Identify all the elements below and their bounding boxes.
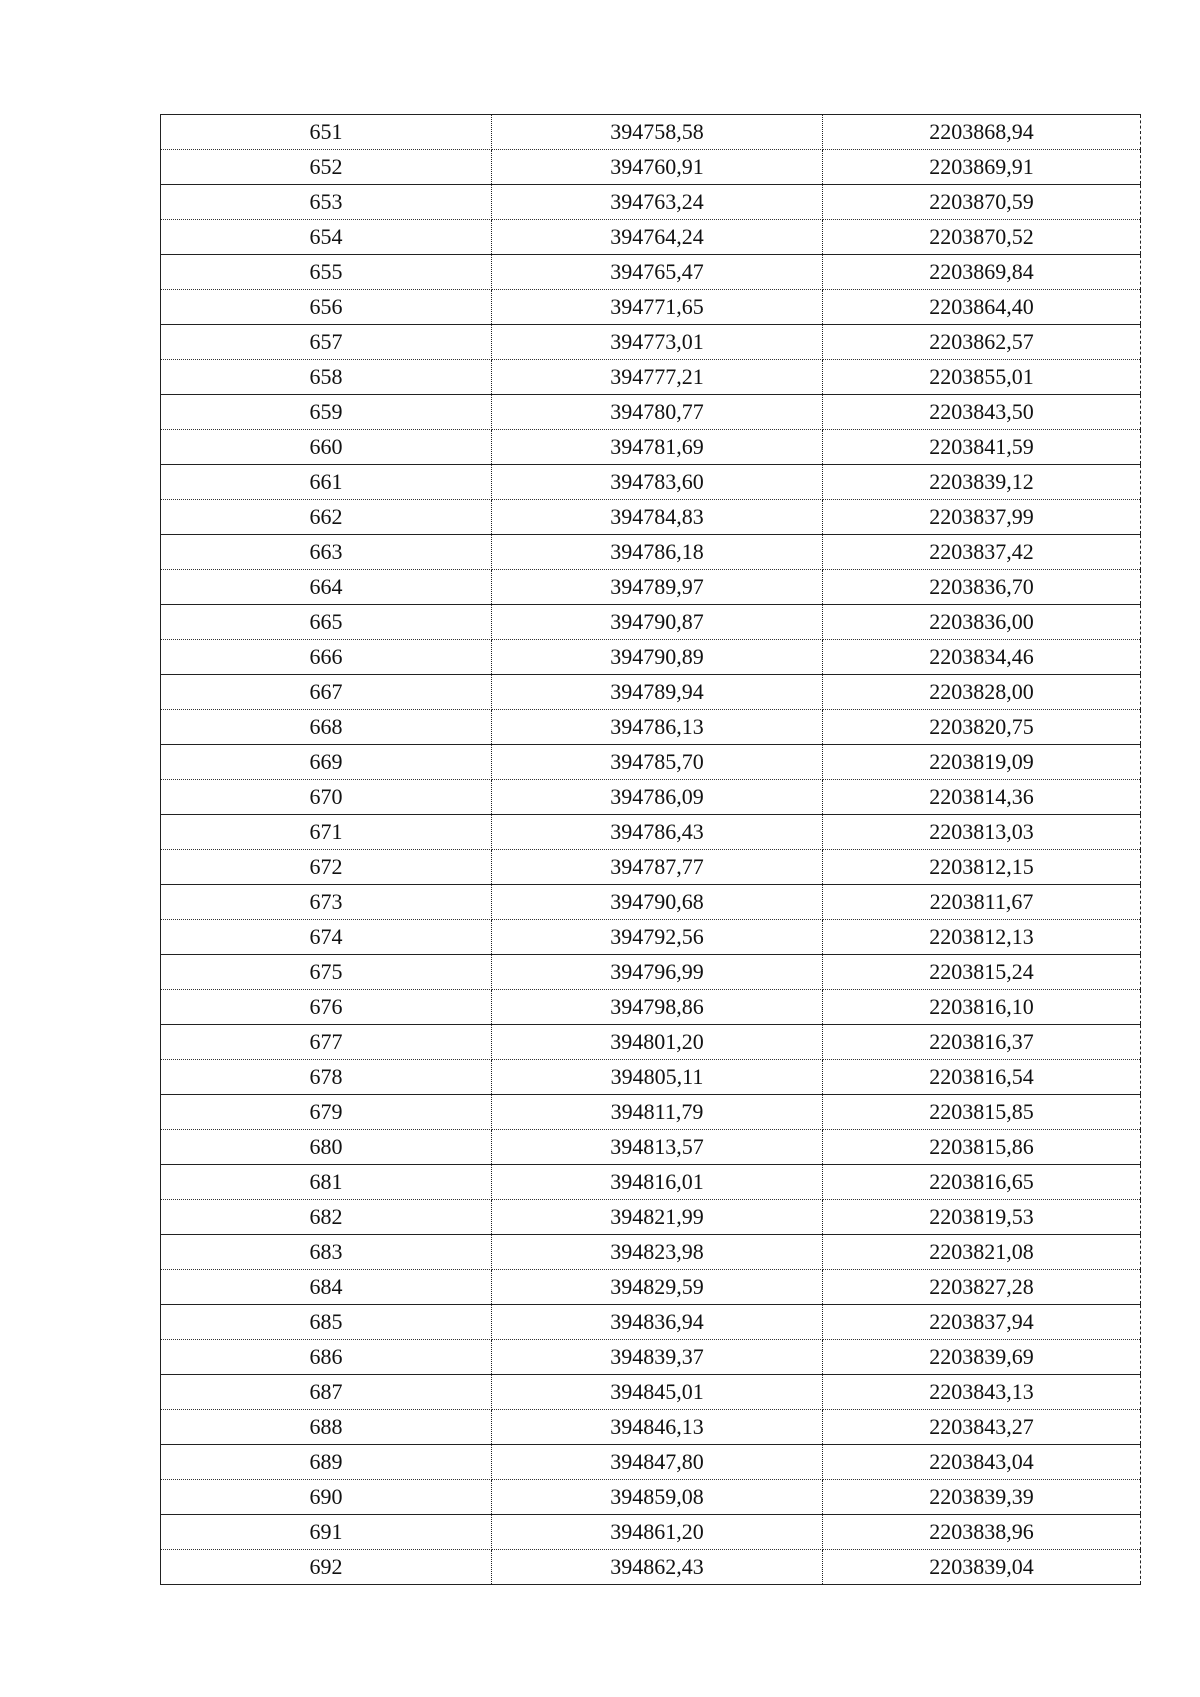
table-row [161, 745, 1141, 780]
point-number-cell: 681 [161, 1165, 492, 1200]
y-coordinate-cell: 2203837,42 [823, 535, 1141, 570]
table-row [161, 360, 1141, 395]
table-row [161, 1340, 1141, 1375]
table-row [161, 1060, 1141, 1095]
table-row [161, 815, 1141, 850]
y-coordinate-cell: 2203816,37 [823, 1025, 1141, 1060]
y-coordinate-cell: 2203815,85 [823, 1095, 1141, 1130]
x-coordinate-cell: 394764,24 [492, 220, 823, 255]
point-number-cell: 685 [161, 1305, 492, 1340]
coordinates-table [160, 114, 1141, 1585]
x-coordinate-cell: 394777,21 [492, 360, 823, 395]
y-coordinate-cell: 2203843,04 [823, 1445, 1141, 1480]
x-coordinate-cell: 394813,57 [492, 1130, 823, 1165]
point-number-cell: 660 [161, 430, 492, 465]
x-coordinate-cell: 394798,86 [492, 990, 823, 1025]
y-coordinate-cell: 2203869,91 [823, 150, 1141, 185]
x-coordinate-cell: 394780,77 [492, 395, 823, 430]
x-coordinate-cell: 394786,43 [492, 815, 823, 850]
y-coordinate-cell: 2203864,40 [823, 290, 1141, 325]
table-row [161, 1130, 1141, 1165]
point-number-cell: 687 [161, 1375, 492, 1410]
x-coordinate-cell: 394765,47 [492, 255, 823, 290]
y-coordinate-cell: 2203812,15 [823, 850, 1141, 885]
point-number-cell: 690 [161, 1480, 492, 1515]
table-row [161, 1515, 1141, 1550]
point-number-cell: 655 [161, 255, 492, 290]
x-coordinate-cell: 394836,94 [492, 1305, 823, 1340]
table-row [161, 535, 1141, 570]
y-coordinate-cell: 2203820,75 [823, 710, 1141, 745]
point-number-cell: 675 [161, 955, 492, 990]
table-row [161, 255, 1141, 290]
x-coordinate-cell: 394845,01 [492, 1375, 823, 1410]
point-number-cell: 669 [161, 745, 492, 780]
y-coordinate-cell: 2203819,09 [823, 745, 1141, 780]
y-coordinate-cell: 2203843,13 [823, 1375, 1141, 1410]
x-coordinate-cell: 394758,58 [492, 115, 823, 150]
point-number-cell: 679 [161, 1095, 492, 1130]
table-row [161, 640, 1141, 675]
table-row [161, 1270, 1141, 1305]
y-coordinate-cell: 2203839,04 [823, 1550, 1141, 1585]
x-coordinate-cell: 394760,91 [492, 150, 823, 185]
x-coordinate-cell: 394796,99 [492, 955, 823, 990]
table-row [161, 1235, 1141, 1270]
table-row [161, 605, 1141, 640]
point-number-cell: 667 [161, 675, 492, 710]
x-coordinate-cell: 394789,94 [492, 675, 823, 710]
y-coordinate-cell: 2203839,69 [823, 1340, 1141, 1375]
y-coordinate-cell: 2203815,24 [823, 955, 1141, 990]
table-row [161, 290, 1141, 325]
y-coordinate-cell: 2203816,10 [823, 990, 1141, 1025]
x-coordinate-cell: 394823,98 [492, 1235, 823, 1270]
y-coordinate-cell: 2203827,28 [823, 1270, 1141, 1305]
point-number-cell: 656 [161, 290, 492, 325]
y-coordinate-cell: 2203811,67 [823, 885, 1141, 920]
point-number-cell: 680 [161, 1130, 492, 1165]
y-coordinate-cell: 2203841,59 [823, 430, 1141, 465]
x-coordinate-cell: 394790,89 [492, 640, 823, 675]
table-row [161, 850, 1141, 885]
y-coordinate-cell: 2203870,59 [823, 185, 1141, 220]
point-number-cell: 688 [161, 1410, 492, 1445]
y-coordinate-cell: 2203837,94 [823, 1305, 1141, 1340]
point-number-cell: 673 [161, 885, 492, 920]
table-row [161, 1200, 1141, 1235]
y-coordinate-cell: 2203870,52 [823, 220, 1141, 255]
point-number-cell: 676 [161, 990, 492, 1025]
point-number-cell: 654 [161, 220, 492, 255]
x-coordinate-cell: 394784,83 [492, 500, 823, 535]
table-row [161, 1095, 1141, 1130]
point-number-cell: 691 [161, 1515, 492, 1550]
table-row [161, 710, 1141, 745]
point-number-cell: 651 [161, 115, 492, 150]
point-number-cell: 666 [161, 640, 492, 675]
y-coordinate-cell: 2203836,70 [823, 570, 1141, 605]
table-row [161, 115, 1141, 150]
table-row [161, 1550, 1141, 1585]
table-row [161, 955, 1141, 990]
x-coordinate-cell: 394786,09 [492, 780, 823, 815]
point-number-cell: 659 [161, 395, 492, 430]
table-row [161, 780, 1141, 815]
y-coordinate-cell: 2203814,36 [823, 780, 1141, 815]
point-number-cell: 658 [161, 360, 492, 395]
x-coordinate-cell: 394783,60 [492, 465, 823, 500]
x-coordinate-cell: 394821,99 [492, 1200, 823, 1235]
x-coordinate-cell: 394805,11 [492, 1060, 823, 1095]
y-coordinate-cell: 2203836,00 [823, 605, 1141, 640]
table-row [161, 885, 1141, 920]
y-coordinate-cell: 2203869,84 [823, 255, 1141, 290]
point-number-cell: 692 [161, 1550, 492, 1585]
table-row [161, 325, 1141, 360]
x-coordinate-cell: 394792,56 [492, 920, 823, 955]
y-coordinate-cell: 2203816,54 [823, 1060, 1141, 1095]
y-coordinate-cell: 2203839,12 [823, 465, 1141, 500]
y-coordinate-cell: 2203821,08 [823, 1235, 1141, 1270]
x-coordinate-cell: 394781,69 [492, 430, 823, 465]
table-row [161, 920, 1141, 955]
point-number-cell: 652 [161, 150, 492, 185]
x-coordinate-cell: 394763,24 [492, 185, 823, 220]
x-coordinate-cell: 394790,87 [492, 605, 823, 640]
table-row [161, 1445, 1141, 1480]
y-coordinate-cell: 2203839,39 [823, 1480, 1141, 1515]
point-number-cell: 678 [161, 1060, 492, 1095]
y-coordinate-cell: 2203819,53 [823, 1200, 1141, 1235]
x-coordinate-cell: 394847,80 [492, 1445, 823, 1480]
point-number-cell: 664 [161, 570, 492, 605]
table-row [161, 570, 1141, 605]
point-number-cell: 670 [161, 780, 492, 815]
x-coordinate-cell: 394862,43 [492, 1550, 823, 1585]
x-coordinate-cell: 394859,08 [492, 1480, 823, 1515]
x-coordinate-cell: 394773,01 [492, 325, 823, 360]
x-coordinate-cell: 394785,70 [492, 745, 823, 780]
table-row [161, 1410, 1141, 1445]
x-coordinate-cell: 394786,13 [492, 710, 823, 745]
y-coordinate-cell: 2203828,00 [823, 675, 1141, 710]
table-row [161, 465, 1141, 500]
y-coordinate-cell: 2203815,86 [823, 1130, 1141, 1165]
x-coordinate-cell: 394789,97 [492, 570, 823, 605]
x-coordinate-cell: 394786,18 [492, 535, 823, 570]
x-coordinate-cell: 394790,68 [492, 885, 823, 920]
y-coordinate-cell: 2203843,27 [823, 1410, 1141, 1445]
x-coordinate-cell: 394829,59 [492, 1270, 823, 1305]
x-coordinate-cell: 394816,01 [492, 1165, 823, 1200]
table-row [161, 185, 1141, 220]
point-number-cell: 683 [161, 1235, 492, 1270]
x-coordinate-cell: 394861,20 [492, 1515, 823, 1550]
point-number-cell: 689 [161, 1445, 492, 1480]
table-row [161, 150, 1141, 185]
table-row [161, 1305, 1141, 1340]
point-number-cell: 665 [161, 605, 492, 640]
y-coordinate-cell: 2203838,96 [823, 1515, 1141, 1550]
point-number-cell: 657 [161, 325, 492, 360]
point-number-cell: 686 [161, 1340, 492, 1375]
y-coordinate-cell: 2203843,50 [823, 395, 1141, 430]
table-row [161, 430, 1141, 465]
y-coordinate-cell: 2203837,99 [823, 500, 1141, 535]
x-coordinate-cell: 394787,77 [492, 850, 823, 885]
point-number-cell: 662 [161, 500, 492, 535]
point-number-cell: 674 [161, 920, 492, 955]
table-row [161, 675, 1141, 710]
point-number-cell: 684 [161, 1270, 492, 1305]
y-coordinate-cell: 2203813,03 [823, 815, 1141, 850]
point-number-cell: 661 [161, 465, 492, 500]
table-row [161, 395, 1141, 430]
point-number-cell: 677 [161, 1025, 492, 1060]
table-row [161, 1025, 1141, 1060]
point-number-cell: 671 [161, 815, 492, 850]
table-row [161, 1375, 1141, 1410]
x-coordinate-cell: 394846,13 [492, 1410, 823, 1445]
x-coordinate-cell: 394839,37 [492, 1340, 823, 1375]
point-number-cell: 672 [161, 850, 492, 885]
y-coordinate-cell: 2203862,57 [823, 325, 1141, 360]
point-number-cell: 653 [161, 185, 492, 220]
y-coordinate-cell: 2203812,13 [823, 920, 1141, 955]
table-row [161, 220, 1141, 255]
point-number-cell: 682 [161, 1200, 492, 1235]
table-row [161, 500, 1141, 535]
x-coordinate-cell: 394771,65 [492, 290, 823, 325]
table-row [161, 990, 1141, 1025]
y-coordinate-cell: 2203868,94 [823, 115, 1141, 150]
y-coordinate-cell: 2203855,01 [823, 360, 1141, 395]
x-coordinate-cell: 394801,20 [492, 1025, 823, 1060]
table-row [161, 1480, 1141, 1515]
x-coordinate-cell: 394811,79 [492, 1095, 823, 1130]
coordinates-table-body [161, 115, 1141, 1585]
y-coordinate-cell: 2203816,65 [823, 1165, 1141, 1200]
y-coordinate-cell: 2203834,46 [823, 640, 1141, 675]
point-number-cell: 668 [161, 710, 492, 745]
table-row [161, 1165, 1141, 1200]
point-number-cell: 663 [161, 535, 492, 570]
